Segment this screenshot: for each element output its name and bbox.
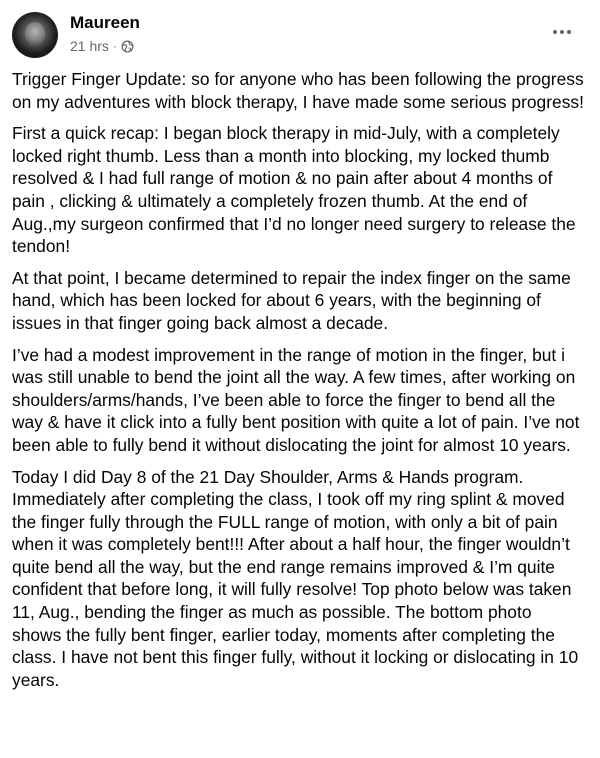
more-options-icon[interactable] bbox=[548, 22, 576, 42]
author-name[interactable]: Maureen bbox=[70, 13, 140, 32]
meta-separator: · bbox=[112, 39, 117, 53]
post-paragraph: At that point, I became determined to repair the index finger on the same hand, which has been locked for about 6 years, with the beginning of issues in that finger going back almost a decade. bbox=[12, 267, 571, 333]
post-paragraph: Trigger Finger Update: so for anyone who has been following the progress on my adventures with block therapy, I have made some serious progress! bbox=[12, 69, 584, 112]
globe-icon[interactable] bbox=[121, 40, 134, 53]
post-timestamp[interactable]: 21 hrs bbox=[70, 38, 109, 54]
more-dot bbox=[553, 30, 557, 34]
post-body bbox=[12, 68, 584, 700]
more-dot bbox=[560, 30, 564, 34]
post-paragraph: I’ve had a modest improvement in the range of motion in the finger, but i was still unable to bend the joint all the way. A few times, after working on shoulders/arms/hands, I’ve been able to force the finger to bend all the way & have it click into a fully bent position with quite a lot of pain. I’ve not been able to fully bend it without dislocating the joint for almost 10 years. bbox=[12, 344, 580, 455]
avatar-face bbox=[25, 22, 45, 46]
post-meta bbox=[70, 38, 134, 54]
post-paragraph: First a quick recap: I began block therapy in mid-July, with a completely locked right thumb. Less than a month into blocking, my locked thumb resolved & I had full range of motion & no pain after about 4 months of pain , clicking & ultimately a completely frozen thumb. At the end of Aug.,my surgeon confirmed that I’d no longer need surgery to release the tendon! bbox=[12, 123, 576, 257]
avatar[interactable] bbox=[12, 12, 58, 58]
post-header bbox=[12, 10, 588, 60]
more-dot bbox=[567, 30, 571, 34]
post-paragraph: Today I did Day 8 of the 21 Day Shoulder, Arms & Hands program. Immediately after completing the class, I took off my ring splint & moved the finger fully through the FULL range of motion, with only a bit of pain when it was completely bent!!! After about a half hour, the finger wouldn’t quite bend all the way, but the end range remains improved & I’m quite confident that before long, it will fully resolve! Top photo below was taken 11, Aug., bending the finger as much as possible. The bottom photo shows the fully bent finger, earlier today, moments after completing the class. I have not bent this finger fully, without it locking or dislocating in 10 years. bbox=[12, 466, 579, 690]
